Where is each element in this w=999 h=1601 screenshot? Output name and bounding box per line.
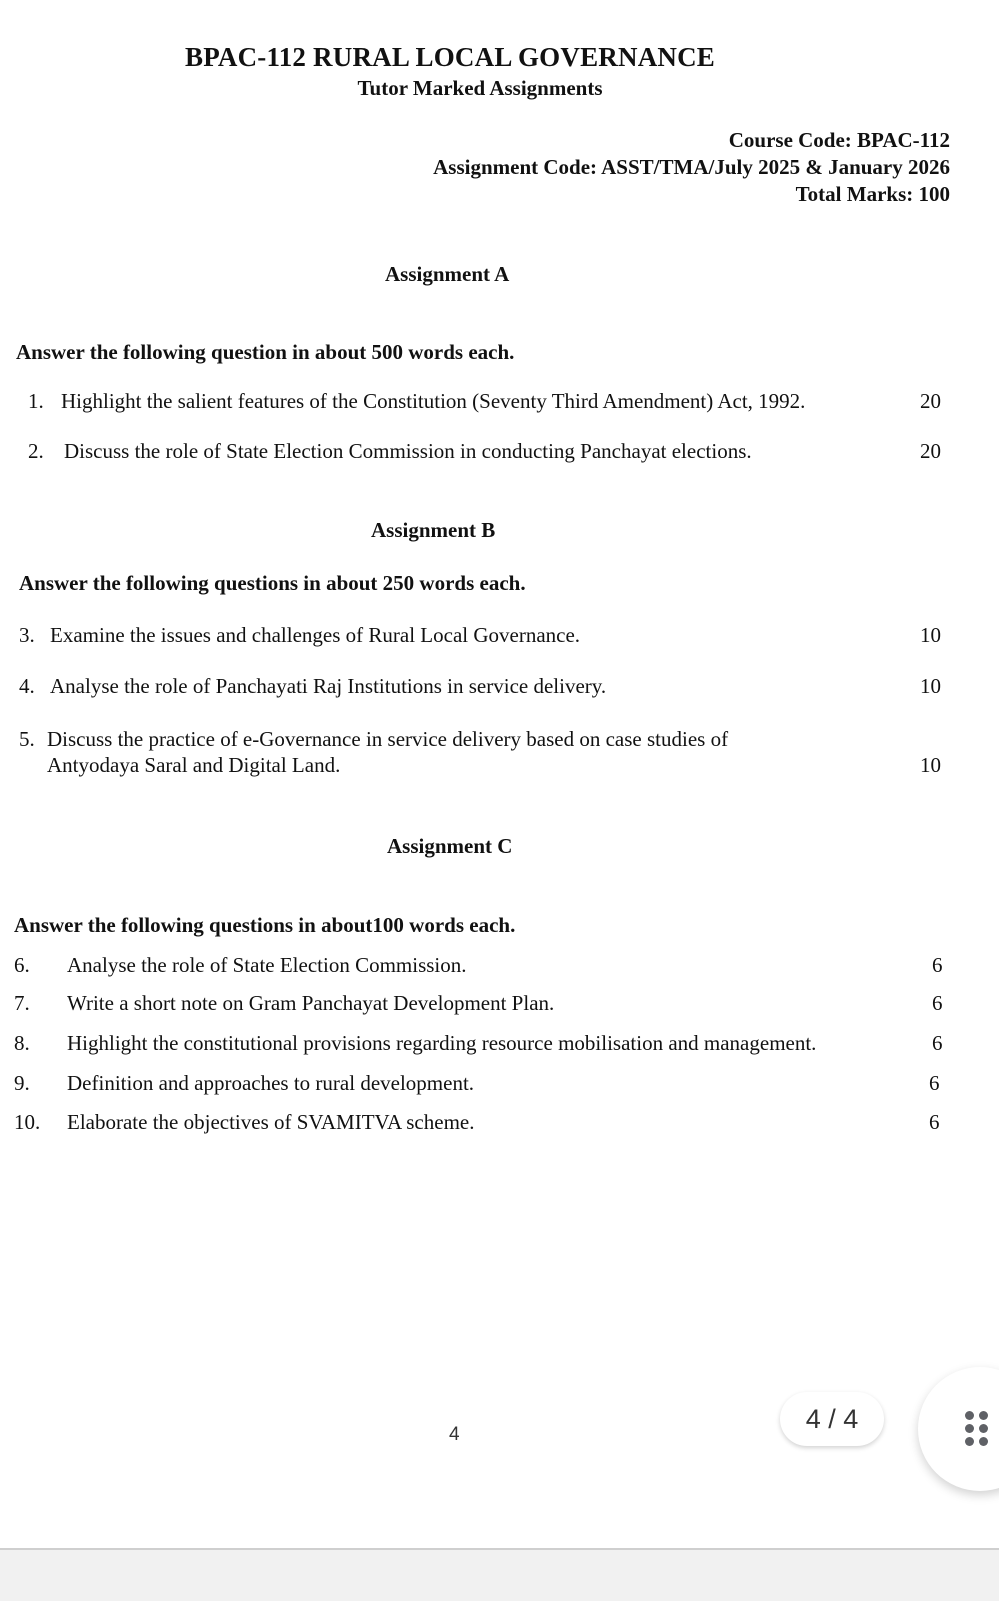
grid-dots-icon[interactable] — [965, 1411, 993, 1447]
assignment-code: Assignment Code: ASST/TMA/July 2025 & January 2026 — [433, 155, 950, 179]
section-heading-b: Assignment B — [371, 518, 496, 542]
course-code: Course Code: BPAC-112 — [728, 128, 950, 152]
question-text: Discuss the practice of e-Governance in service delivery based on case studies of — [47, 727, 729, 751]
section-instruction-a: Answer the following question in about 500 words each. — [16, 340, 515, 364]
question-text: Write a short note on Gram Panchayat Development Plan. — [67, 991, 555, 1015]
question-number: 8. — [14, 1031, 30, 1055]
question-text-continued: Antyodaya Saral and Digital Land. — [47, 753, 341, 777]
question-text: Analyse the role of Panchayati Raj Institutions in service delivery. — [50, 674, 607, 698]
question-marks: 6 — [929, 1071, 940, 1095]
question-number: 2. — [28, 439, 44, 463]
section-heading-c: Assignment C — [387, 834, 513, 858]
question-number: 3. — [19, 623, 35, 647]
question-text: Highlight the salient features of the Constitution (Seventy Third Amendment) Act, 1992. — [61, 389, 806, 413]
section-instruction-b: Answer the following questions in about 250 words each. — [19, 571, 526, 595]
question-marks: 20 — [920, 439, 941, 463]
total-marks: Total Marks: 100 — [795, 182, 950, 206]
question-text: Discuss the role of State Election Commission in conducting Panchayat elections. — [64, 439, 752, 463]
question-number: 6. — [14, 953, 30, 977]
question-marks: 10 — [920, 753, 941, 777]
question-text: Elaborate the objectives of SVAMITVA scheme. — [67, 1110, 475, 1134]
question-marks: 10 — [920, 623, 941, 647]
question-number: 4. — [19, 674, 35, 698]
document-subtitle: Tutor Marked Assignments — [357, 76, 603, 100]
section-heading-a: Assignment A — [385, 262, 510, 286]
question-marks: 6 — [932, 1031, 943, 1055]
question-marks: 6 — [932, 991, 943, 1015]
bottom-bar — [0, 1548, 999, 1601]
document-title: BPAC-112 RURAL LOCAL GOVERNANCE — [185, 42, 715, 72]
question-marks: 6 — [929, 1110, 940, 1134]
section-instruction-c: Answer the following questions in about100 words each. — [14, 913, 516, 937]
page-indicator[interactable]: 4 / 4 — [780, 1392, 884, 1446]
question-number: 9. — [14, 1071, 30, 1095]
question-text: Definition and approaches to rural development. — [67, 1071, 475, 1095]
question-marks: 20 — [920, 389, 941, 413]
page-footer-number: 4 — [449, 1424, 460, 1445]
question-marks: 10 — [920, 674, 941, 698]
question-text: Analyse the role of State Election Commission. — [67, 953, 467, 977]
question-text: Examine the issues and challenges of Rural Local Governance. — [50, 623, 581, 647]
question-marks: 6 — [932, 953, 943, 977]
question-text: Highlight the constitutional provisions regarding resource mobilisation and management. — [67, 1031, 817, 1055]
question-number: 7. — [14, 991, 30, 1015]
question-number: 10. — [14, 1110, 41, 1134]
question-number: 1. — [28, 389, 44, 413]
question-number: 5. — [19, 727, 35, 751]
